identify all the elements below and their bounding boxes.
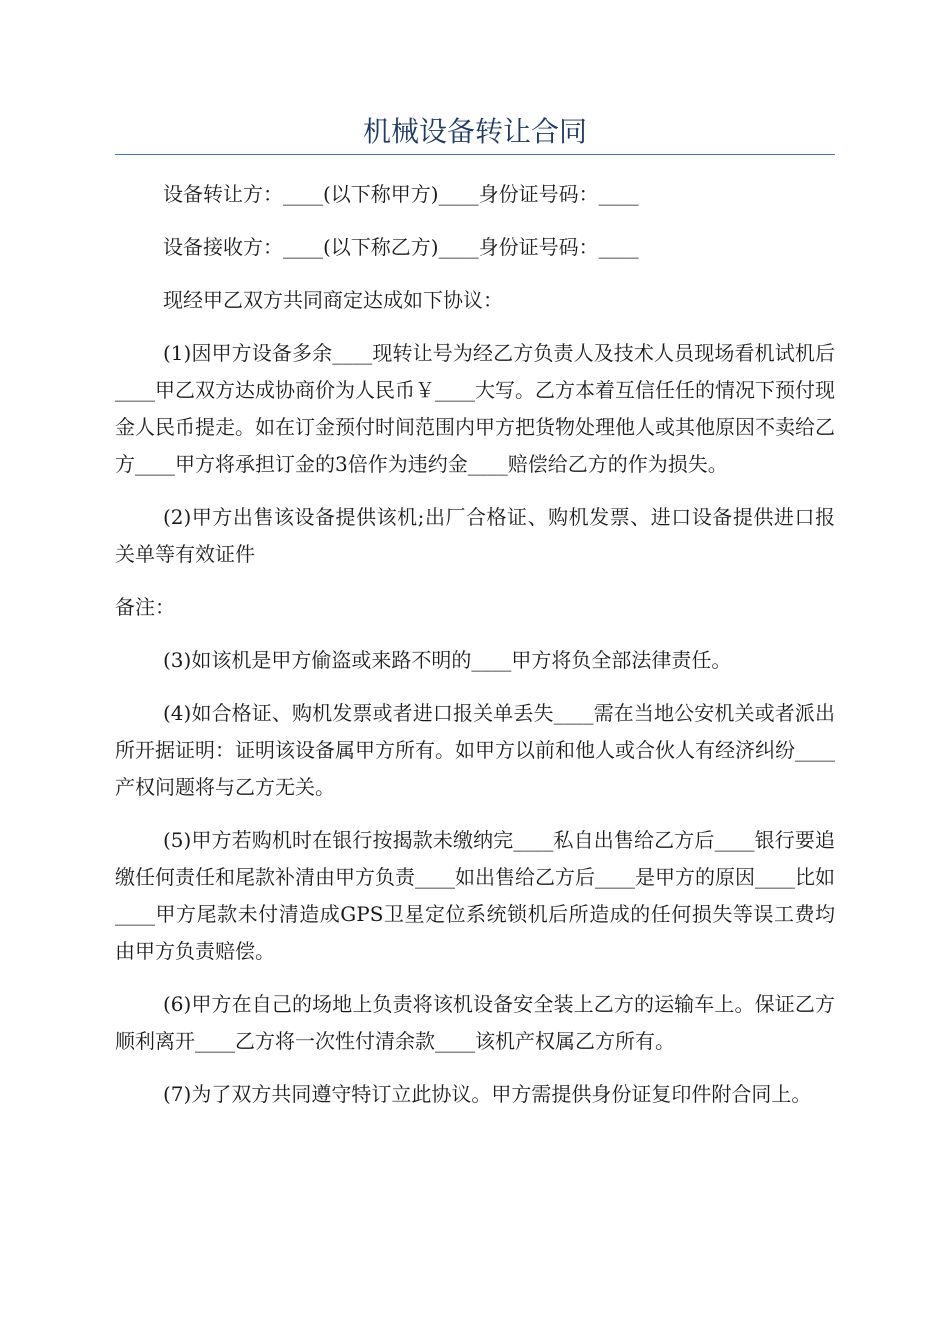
paragraph-clause-5: (5)甲方若购机时在银行按揭款未缴纳完____私自出售给乙方后____银行要追缴任何责任和尾款补清由甲方负责____如出售给乙方后____是甲方的原因____比如____甲方尾款未付清造成GPS卫星定位系统锁机后所造成的任何损失等误工费均由甲方负责赔偿。 bbox=[115, 828, 835, 963]
paragraph-receiver: 设备接收方：____(以下称乙方)____身份证号码：____ bbox=[163, 235, 639, 259]
paragraph-intro: 现经甲乙双方共同商定达成如下协议： bbox=[163, 288, 503, 312]
paragraph-clause-7: (7)为了双方共同遵守特订立此协议。甲方需提供身份证复印件附合同上。 bbox=[163, 1082, 812, 1106]
paragraph-clause-3: (3)如该机是甲方偷盗或来路不明的____甲方将负全部法律责任。 bbox=[163, 648, 732, 672]
document-title: 机械设备转让合同 bbox=[362, 115, 587, 148]
paragraph-transferor: 设备转让方：____(以下称甲方)____身份证号码：____ bbox=[163, 182, 639, 206]
paragraph-clause-4: (4)如合格证、购机发票或者进口报关单丢失____需在当地公安机关或者派出所开据证明：证明该设备属甲方所有。如甲方以前和他人或合伙人有经济纠纷____产权问题将与乙方无关。 bbox=[115, 701, 835, 799]
paragraph-clause-1: (1)因甲方设备多余____现转让号为经乙方负责人及技术人员现场看机试机后____甲乙双方达成协商价为人民币￥____大写。乙方本着互信任任的情况下预付现金人民币提走。如在订金预付时间范围内甲方把货物处理他人或其他原因不卖给乙方____甲方将承担订金的3倍作为违约金____赔偿给乙方的作为损失。 bbox=[115, 341, 835, 476]
paragraph-clause-2: (2)甲方出售该设备提供该机;出厂合格证、购机发票、进口设备提供进口报关单等有效证件 bbox=[115, 505, 835, 566]
paragraph-remark: 备注： bbox=[115, 595, 175, 619]
document-body bbox=[115, 176, 835, 1129]
paragraph-clause-6: (6)甲方在自己的场地上负责将该机设备安全装上乙方的运输车上。保证乙方顺利离开____乙方将一次性付清余款____该机产权属乙方所有。 bbox=[115, 992, 835, 1053]
title-underline bbox=[115, 154, 835, 155]
